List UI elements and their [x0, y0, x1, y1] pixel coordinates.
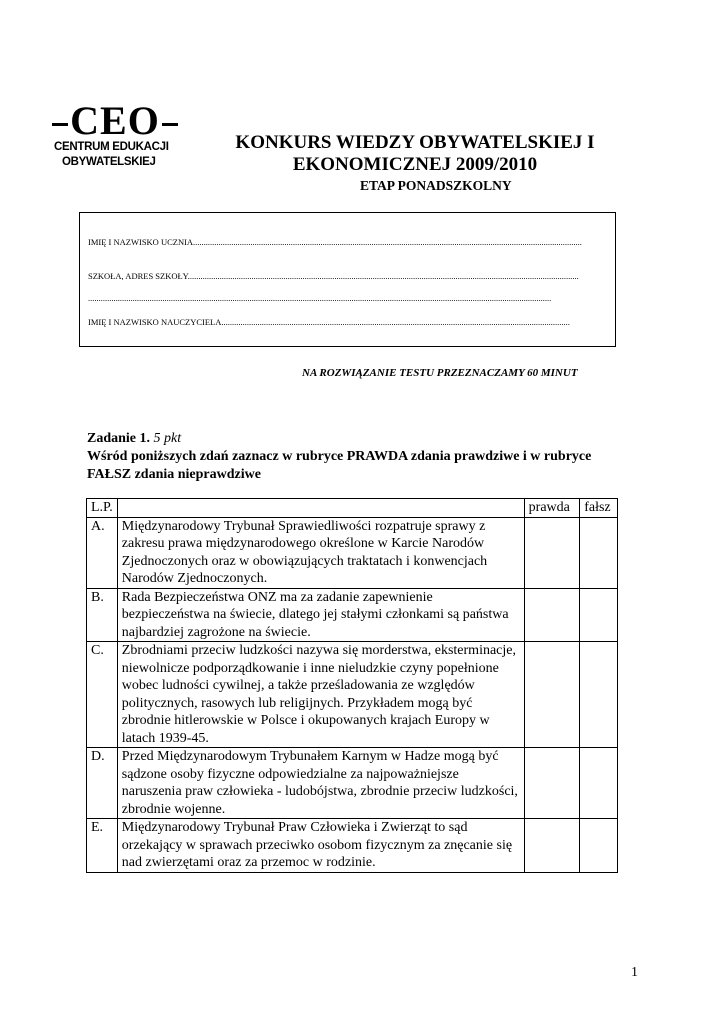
table-header-row [87, 499, 618, 518]
false-answer-cell[interactable] [580, 819, 618, 873]
table-row [87, 517, 618, 588]
row-statement: Międzynarodowy Trybunał Praw Człowieka i Zwierząt to sąd orzekający w sprawach przeciwko osobom fizycznym za znęcanie się nad zwierzętami oraz za przemoc w rodzinie. [117, 819, 524, 873]
page-title-line1: KONKURS WIEDZY OBYWATELSKIEJ I [235, 132, 595, 153]
row-lp: E. [87, 819, 118, 873]
task-instruction: Wśród poniższych zdań zaznacz w rubryce PRAWDA zdania prawdziwe i w rubryce FAŁSZ zdania nieprawdziwe [87, 449, 592, 482]
table-row [87, 588, 618, 642]
true-answer-cell[interactable] [524, 517, 580, 588]
header-true: prawda [524, 499, 580, 518]
header-false: fałsz [580, 499, 618, 518]
false-answer-cell[interactable] [580, 748, 618, 819]
table-row [87, 748, 618, 819]
teacher-name-field[interactable]: IMIĘ I NAZWISKO NAUCZYCIELA.................................................................................................................................................................... [88, 317, 570, 327]
logo-mark: CEO [70, 98, 160, 143]
true-answer-cell[interactable] [524, 748, 580, 819]
false-answer-cell[interactable] [580, 517, 618, 588]
row-statement: Przed Międzynarodowym Trybunałem Karnym w Hadze mogą być sądzone osoby fizyczne odpowiedzialne za najpoważniejsze naruszenia praw człowieka - ludobójstwa, zbrodnie przeciw ludzkości, zbrodnie wojenne. [117, 748, 524, 819]
ceo-logo [50, 98, 180, 181]
logo-dash-right [162, 123, 178, 126]
row-statement: Międzynarodowy Trybunał Sprawiedliwości rozpatruje sprawy z zakresu prawa międzynarodowego określone w Karcie Narodów Zjednoczonych oraz w obowiązujących traktatach i konwencjach Narodów Zjednoczonych. [117, 517, 524, 588]
true-answer-cell[interactable] [524, 588, 580, 642]
row-lp: B. [87, 588, 118, 642]
page-title-line2: EKONOMICZNEJ 2009/2010 [292, 154, 538, 175]
false-answer-cell[interactable] [580, 588, 618, 642]
header-statement [117, 499, 524, 518]
row-statement: Zbrodniami przeciw ludzkości nazywa się morderstwa, eksterminacje, niewolnicze podporządkowanie i inne nieludzkie czyny popełnione wobec ludności cywilnej, a także prześladowania ze względów politycznych, rasowych lub religijnych. Przykładem mogą być zbrodnie hitlerowskie w Polsce i okupowanych krajach Europy w latach 1939-45. [117, 642, 524, 748]
task-label: Zadanie 1. [87, 431, 151, 446]
row-lp: C. [87, 642, 118, 748]
row-lp: D. [87, 748, 118, 819]
page-number: 1 [631, 965, 638, 980]
logo-line1: CENTRUM EDUKACJI [54, 141, 169, 153]
row-statement: Rada Bezpieczeństwa ONZ ma za zadanie zapewnienie bezpieczeństwa na świecie, dlatego jej stałymi członkami są państwa najbardziej zagrożone na świecie. [117, 588, 524, 642]
task-points: 5 pkt [153, 431, 182, 446]
row-lp: A. [87, 517, 118, 588]
student-name-field[interactable]: IMIĘ I NAZWISKO UCZNIA....................................................................................................................................................................................... [88, 237, 582, 247]
true-answer-cell[interactable] [524, 642, 580, 748]
school-address-field[interactable]: SZKOŁA, ADRES SZKOŁY........................................................................................................................................................................................ [88, 271, 579, 281]
school-address-continued-field[interactable]: .......................................................................................................................................................................................................................... [88, 293, 552, 303]
test-time-note: NA ROZWIĄZANIE TESTU PRZEZNACZAMY 60 MINUT [302, 367, 578, 379]
true-answer-cell[interactable] [524, 819, 580, 873]
student-info-box [79, 212, 616, 347]
table-row [87, 819, 618, 873]
table-row [87, 642, 618, 748]
logo-line2: OBYWATELSKIEJ [62, 156, 156, 168]
page-subtitle: ETAP PONADSZKOLNY [360, 178, 512, 193]
header-lp: L.P. [87, 499, 118, 518]
false-answer-cell[interactable] [580, 642, 618, 748]
true-false-table [86, 498, 618, 873]
task-header [87, 430, 627, 484]
